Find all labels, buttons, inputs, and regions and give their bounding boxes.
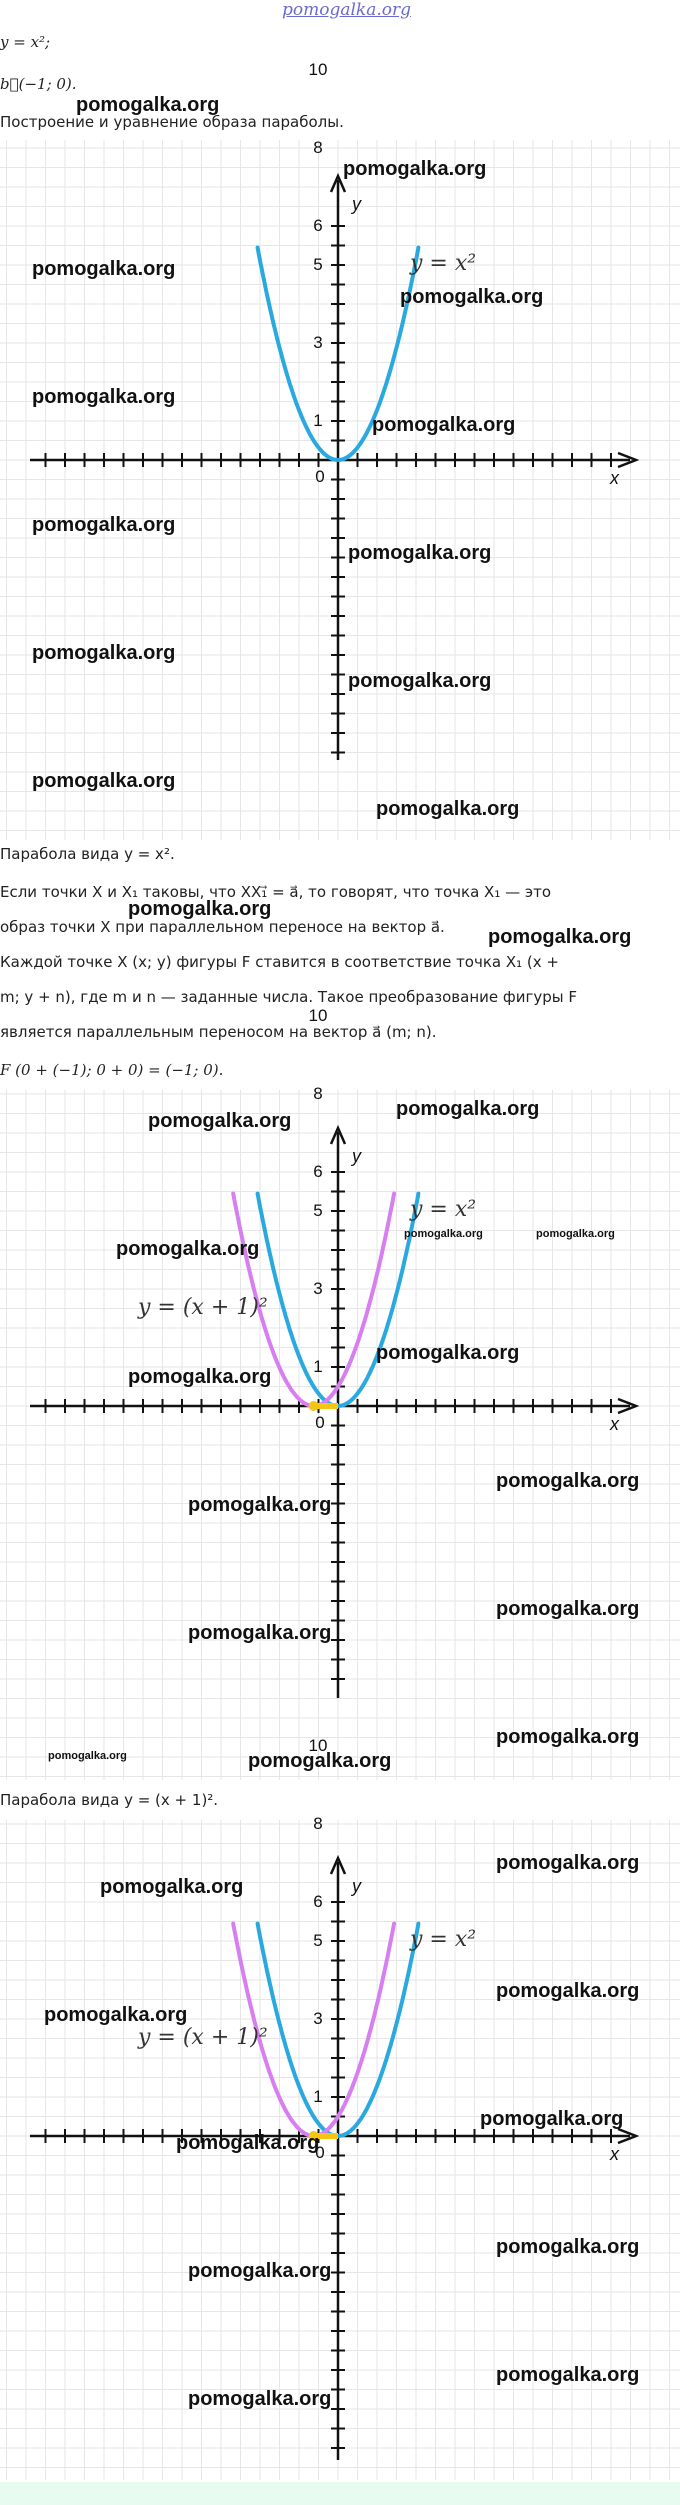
watermark: pomogalka.org [248, 1750, 392, 1772]
watermark: pomogalka.org [376, 798, 520, 820]
watermark: pomogalka.org [128, 898, 272, 920]
watermark: pomogalka.org [176, 2132, 320, 2154]
y-tick-label: 0 [315, 467, 325, 486]
definition-line-5: является параллельным переносом на вектор a⃗ (m; n). [0, 1023, 437, 1041]
series-label-shifted: y = (x + 1)² [138, 2025, 268, 2050]
x-axis-label: x [610, 1414, 619, 1434]
watermark: pomogalka.org [496, 1980, 640, 2002]
caption-parabola-2: Парабола вида y = (x + 1)². [0, 1791, 219, 1809]
y-tick-label: 1 [313, 2087, 323, 2106]
definition-line-3: Каждой точке X (x; y) фигуры F ставится в соответствие точка X₁ (x + [0, 953, 559, 971]
watermark: pomogalka.org [496, 1598, 640, 1620]
vector-b: b⃗(−1; 0). [0, 75, 77, 93]
series-label-shifted: y = (x + 1)² [138, 1295, 268, 1320]
watermark: pomogalka.org [32, 386, 176, 408]
bottom-band [0, 2482, 680, 2505]
definition-line-1: Если точки X и X₁ таковы, что XX₁⃗ = a⃗, то говорят, что точка X₁ — это [0, 883, 552, 901]
y-tick-label: 3 [313, 1279, 323, 1298]
y-tick-label: 8 [313, 1084, 323, 1103]
y-tick-label: 1 [313, 411, 323, 430]
watermark: pomogalka.org [488, 926, 632, 948]
watermark: pomogalka.org [32, 514, 176, 536]
y-tick-label: 5 [313, 255, 323, 274]
caption-parabola-1: Парабола вида y = x². [0, 845, 175, 863]
watermark: pomogalka.org [148, 1110, 292, 1132]
watermark: pomogalka.org [32, 770, 176, 792]
y-tick-label: 5 [313, 1931, 323, 1950]
parabola-equation: y = x²; [0, 33, 51, 51]
shifted-vertex-point [309, 1401, 319, 1411]
y-tick-label: 5 [313, 1201, 323, 1220]
y-tick-label: 1 [313, 1357, 323, 1376]
watermark: pomogalka.org [348, 670, 492, 692]
y-tick-label: 3 [313, 333, 323, 352]
watermark: pomogalka.org [496, 1852, 640, 1874]
y-axis-label: y [352, 194, 361, 214]
watermark: pomogalka.org [128, 1366, 272, 1388]
y-tick-label: 10 [308, 1006, 328, 1025]
series-label-main: y = x² [410, 1197, 477, 1222]
definition-line-2: образ точки X при параллельном переносе на вектор a⃗. [0, 918, 445, 936]
watermark: pomogalka.org [48, 1750, 127, 1762]
watermark: pomogalka.org [188, 1494, 332, 1516]
watermark: pomogalka.org [348, 542, 492, 564]
y-tick-label: 10 [308, 1736, 328, 1755]
watermark: pomogalka.org [116, 1238, 260, 1260]
watermark: pomogalka.org [480, 2108, 624, 2130]
watermark: pomogalka.org [376, 1342, 520, 1364]
watermark: pomogalka.org [372, 414, 516, 436]
shift-calculation: F (0 + (−1); 0 + 0) = (−1; 0). [0, 1061, 224, 1079]
y-tick-label: 6 [313, 1892, 323, 1911]
watermark: pomogalka.org [496, 1726, 640, 1748]
y-axis-label: y [352, 1146, 361, 1166]
y-tick-label: 3 [313, 2009, 323, 2028]
x-axis-label: x [610, 2144, 619, 2164]
definition-line-4: m; y + n), где m и n — заданные числа. Такое преобразование фигуры F [0, 988, 577, 1006]
watermark: pomogalka.org [188, 1622, 332, 1644]
y-tick-label: 8 [313, 138, 323, 157]
y-axis-label: y [352, 1876, 361, 1896]
site-logo[interactable]: pomogalka.org [282, 0, 412, 20]
grid-lines [0, 1090, 680, 1780]
watermark: pomogalka.org [496, 1470, 640, 1492]
y-tick-label: 6 [313, 1162, 323, 1181]
watermark: pomogalka.org [343, 158, 487, 180]
watermark: pomogalka.org [76, 94, 220, 116]
y-tick-label: 10 [308, 60, 328, 79]
watermark: pomogalka.org [32, 258, 176, 280]
watermark: pomogalka.org [496, 2364, 640, 2386]
y-tick-label: 0 [315, 1413, 325, 1432]
watermark: pomogalka.org [396, 1098, 540, 1120]
watermark: pomogalka.org [496, 2236, 640, 2258]
section-heading: Построение и уравнение образа параболы. [0, 113, 344, 131]
series-label-main: y = x² [410, 251, 477, 276]
watermark: pomogalka.org [404, 1228, 483, 1240]
y-tick-label: 0 [315, 2143, 325, 2162]
series-label-main: y = x² [410, 1927, 477, 1952]
watermark: pomogalka.org [536, 1228, 615, 1240]
watermark: pomogalka.org [100, 1876, 244, 1898]
watermark: pomogalka.org [188, 2388, 332, 2410]
y-tick-label: 6 [313, 216, 323, 235]
watermark: pomogalka.org [44, 2004, 188, 2026]
x-axis-label: x [610, 468, 619, 488]
watermark: pomogalka.org [400, 286, 544, 308]
watermark: pomogalka.org [188, 2260, 332, 2282]
watermark: pomogalka.org [32, 642, 176, 664]
y-tick-label: 8 [313, 1814, 323, 1833]
